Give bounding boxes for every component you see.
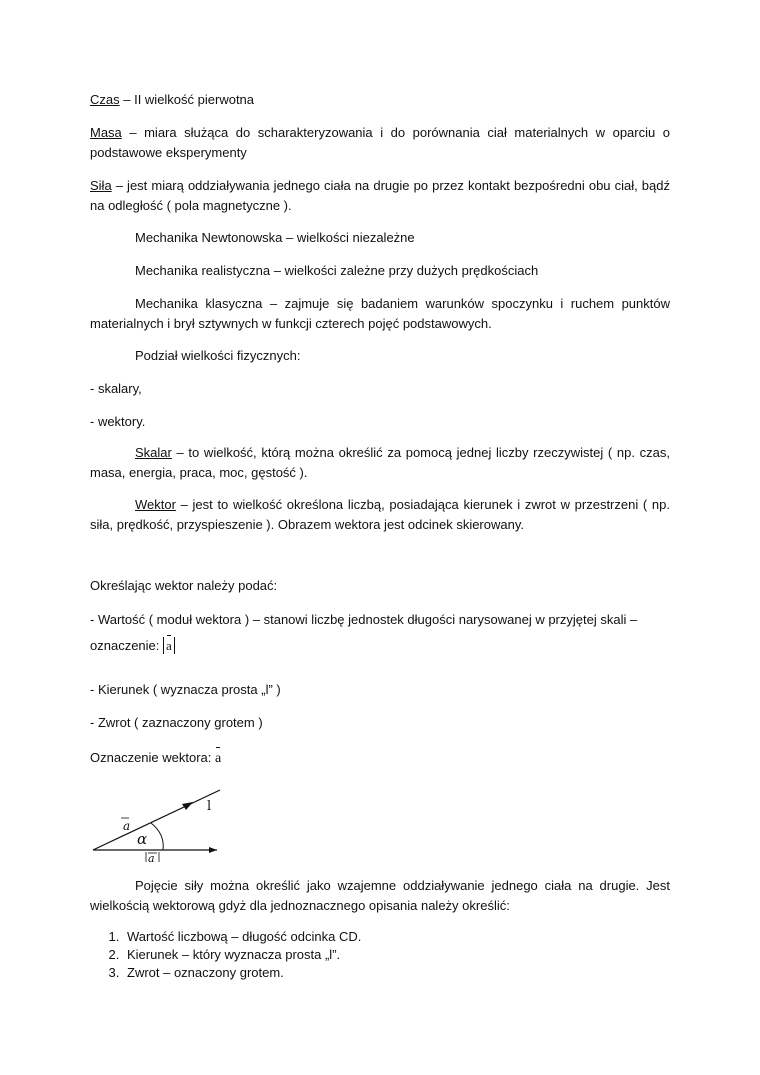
masa-definition: – miara służąca do scharakteryzowania i do porównania ciał materialnych w oparciu o podstawowe eksperymenty <box>90 125 670 160</box>
mechanika-realistyczna: Mechanika realistyczna – wielkości zależne przy dużych prędkościach <box>135 263 539 278</box>
sila-paragraph <box>90 176 670 216</box>
okreslajac-heading: Określając wektor należy podać: <box>90 578 278 593</box>
label-l: l <box>207 799 212 814</box>
masa-term: Masa <box>90 125 122 140</box>
oznaczenie-wektora-label: Oznaczenie wektora: <box>90 750 212 765</box>
oznaczenie-wektora-line <box>90 748 670 769</box>
wektor-term: Wektor <box>135 497 176 512</box>
skalar-definition: – to wielkość, którą można określić za pomocą jednej liczby rzeczywistej ( np. czas, masa, energia, praca, moc, gęstość ). <box>90 445 670 480</box>
sila-term: Siła <box>90 178 112 193</box>
vector-line <box>93 790 220 850</box>
vector-a-symbol-2: a <box>215 749 221 769</box>
vector-figure <box>85 782 235 866</box>
skalar-term: Skalar <box>135 445 172 460</box>
vector-arrowhead-icon <box>182 802 193 810</box>
masa-paragraph <box>90 123 670 163</box>
list-item: 2. Kierunek – który wyznacza prosta „l”. <box>123 946 673 964</box>
wektor-definition: – jest to wielkość określona liczbą, posiadająca kierunek i zwrot w przestrzeni ( np. siła, prędkość, przyspieszenie ). Obrazem wektora jest odcinek skierowany. <box>90 497 670 532</box>
skalary-item: - skalary, <box>90 381 142 396</box>
modulus-symbol <box>163 637 175 654</box>
oznaczenie-line <box>90 636 670 656</box>
requirements-list <box>90 928 673 982</box>
label-alpha: α <box>137 830 148 848</box>
vector-a-symbol: a <box>166 638 172 653</box>
oznaczenie-label: oznaczenie: <box>90 638 160 653</box>
wartosc-item: - Wartość ( moduł wektora ) – stanowi liczbę jednostek długości narysowanej w przyjętej skali – <box>90 612 638 627</box>
mechanika-newtonowska: Mechanika Newtonowska – wielkości niezależne <box>135 230 415 245</box>
angle-arc <box>151 823 163 850</box>
wektory-item: - wektory. <box>90 414 146 429</box>
czas-definition: – II wielkość pierwotna <box>119 92 255 107</box>
pojecie-paragraph: Pojęcie siły można określić jako wzajemne oddziaływanie jednego ciała na drugie. Jest wielkością wektorową gdyż dla jednoznacznego opisania należy określić: <box>90 878 670 913</box>
zwrot-item: - Zwrot ( zaznaczony grotem ) <box>90 715 263 730</box>
axis-arrowhead <box>209 847 217 853</box>
mechanika-klasyczna: Mechanika klasyczna – zajmuje się badaniem warunków spoczynku i ruchem punktów materialnych i brył sztywnych w funkcji czterech pojęć podstawowych. <box>90 296 670 331</box>
czas-line <box>90 90 670 110</box>
list-item: 3. Zwrot – oznaczony grotem. <box>123 964 673 982</box>
kierunek-item: - Kierunek ( wyznacza prosta „l” ) <box>90 682 281 697</box>
sila-definition: – jest miarą oddziaływania jednego ciała na drugie po przez kontakt bezpośredni obu ciał, bądź na odległość ( pola magnetyczne ). <box>90 178 670 213</box>
label-a: a <box>123 819 131 833</box>
podzial-heading: Podział wielkości fizycznych: <box>135 348 301 363</box>
list-item: 1. Wartość liczbową – długość odcinka CD. <box>123 928 673 946</box>
label-mod: a <box>148 852 155 865</box>
skalar-paragraph <box>90 443 670 483</box>
czas-term: Czas <box>90 92 120 107</box>
wektor-paragraph <box>90 495 670 535</box>
